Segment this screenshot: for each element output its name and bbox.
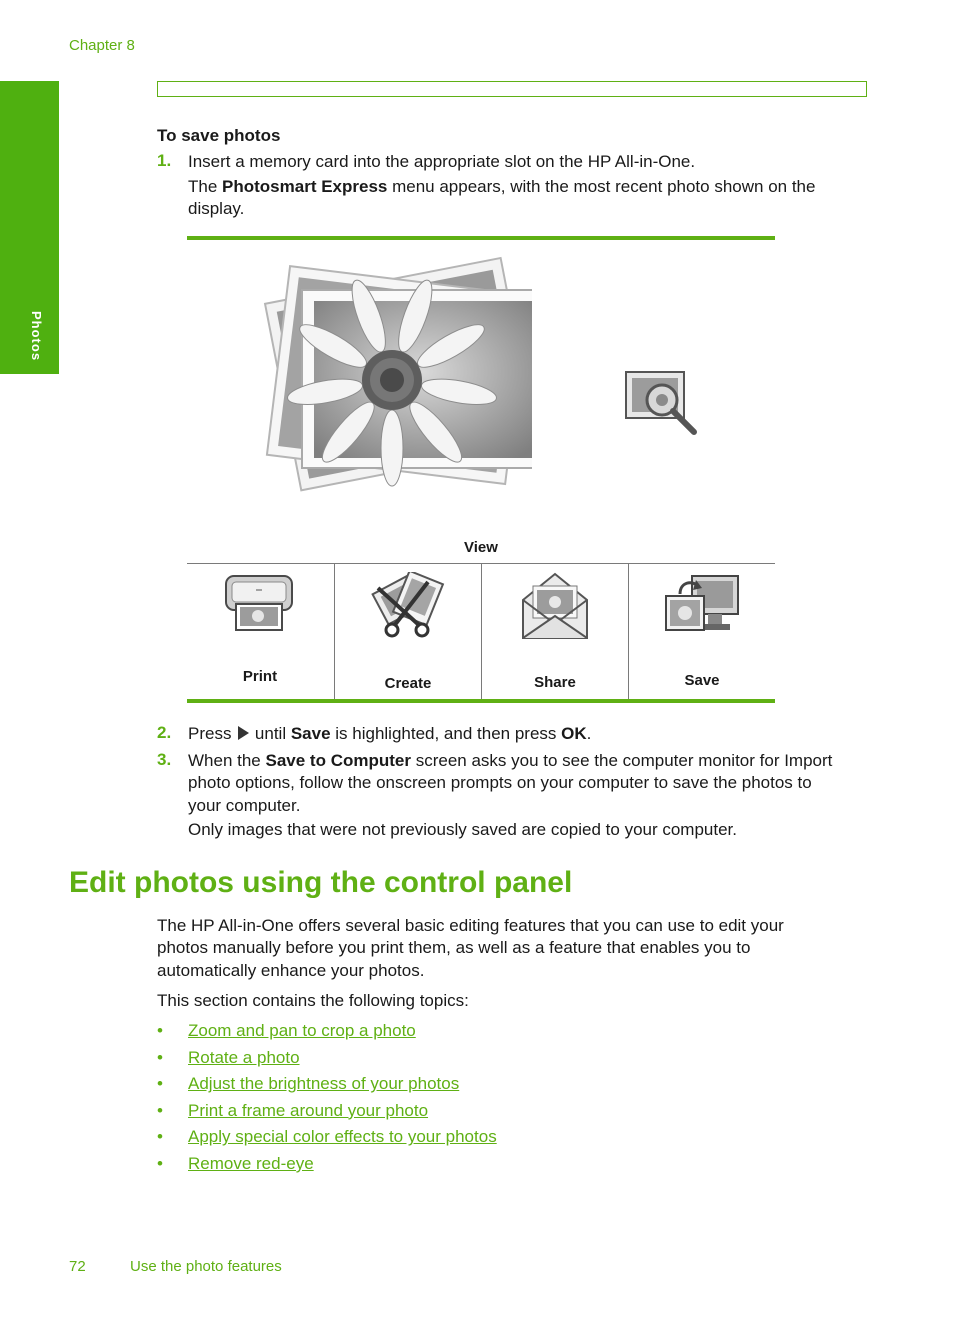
photo-stack-image xyxy=(262,250,532,510)
side-tab-label: Photos xyxy=(29,311,44,362)
step-3-number: 3. xyxy=(157,750,172,769)
view-magnifier-icon xyxy=(624,370,702,442)
figure-top-rule xyxy=(187,236,775,240)
share-label: Share xyxy=(534,674,576,691)
list-item xyxy=(157,1020,497,1047)
section-intro-line1: The HP All-in-One offers several basic editing features that you can use to edit your xyxy=(157,916,784,935)
topic-list xyxy=(157,1020,497,1180)
list-item xyxy=(157,1047,497,1074)
bullet: • xyxy=(157,1021,163,1040)
figure-bottom-rule xyxy=(187,699,775,703)
photosmart-express-menu xyxy=(187,236,775,704)
menu-item-save xyxy=(629,564,775,699)
note-box xyxy=(157,81,867,97)
section-intro-line2: photos manually before you print them, as well as a feature that enables you to xyxy=(157,938,751,957)
step-1-text: Insert a memory card into the appropriate slot on the HP All-in-One. xyxy=(188,152,696,171)
list-item xyxy=(157,1126,497,1153)
list-item xyxy=(157,1073,497,1100)
bullet: • xyxy=(157,1127,163,1147)
envelope-icon xyxy=(515,572,595,642)
topic-link-frame[interactable]: Print a frame around your photo xyxy=(188,1100,429,1120)
step-3-text-line3: your computer. xyxy=(188,796,301,815)
step-1-result: The Photosmart Express menu appears, with the most recent photo shown on the xyxy=(188,177,816,196)
step-3-text-line2: photo options, follow the onscreen prompts on your computer to save the photos to xyxy=(188,773,812,792)
right-arrow-icon xyxy=(236,725,250,741)
bullet: • xyxy=(157,1100,163,1120)
list-item xyxy=(157,1100,497,1127)
scissors-icon xyxy=(368,572,448,642)
step-3-text: When the Save to Computer screen asks you to see the computer monitor for Import xyxy=(188,751,833,770)
section-heading: Edit photos using the control panel xyxy=(69,866,573,899)
step-2-text: Press until Save is highlighted, and then press OK. xyxy=(188,724,592,743)
topic-link-color-effects[interactable]: Apply special color effects to your photos xyxy=(188,1127,497,1147)
menu-item-share xyxy=(482,564,628,699)
page-number: 72 xyxy=(69,1258,86,1275)
procedure-title: To save photos xyxy=(157,126,281,145)
chapter-label: Chapter 8 xyxy=(69,37,135,54)
topic-link-zoom-pan[interactable]: Zoom and pan to crop a photo xyxy=(188,1021,416,1040)
save-label: Save xyxy=(684,672,720,689)
list-item xyxy=(157,1153,497,1180)
step-2-number: 2. xyxy=(157,723,172,742)
menu-item-print xyxy=(187,564,333,699)
printer-icon xyxy=(220,572,300,634)
topics-intro: This section contains the following topics: xyxy=(157,991,469,1010)
menu-item-create xyxy=(335,564,481,699)
print-label: Print xyxy=(242,668,278,685)
footer-title: Use the photo features xyxy=(130,1258,282,1275)
computer-save-icon xyxy=(662,572,742,638)
bullet: • xyxy=(157,1153,163,1173)
step-1-number: 1. xyxy=(157,151,172,170)
section-intro-line3: automatically enhance your photos. xyxy=(157,961,425,980)
topic-link-brightness[interactable]: Adjust the brightness of your photos xyxy=(188,1074,460,1094)
step-1-result-line2: display. xyxy=(188,199,245,218)
create-label: Create xyxy=(384,675,432,692)
bullet: • xyxy=(157,1047,163,1067)
topic-link-red-eye[interactable]: Remove red-eye xyxy=(188,1153,314,1173)
topic-link-rotate[interactable]: Rotate a photo xyxy=(188,1047,300,1067)
step-3-note: Only images that were not previously saved are copied to your computer. xyxy=(188,820,738,839)
bullet: • xyxy=(157,1074,163,1094)
view-label: View xyxy=(464,539,498,556)
